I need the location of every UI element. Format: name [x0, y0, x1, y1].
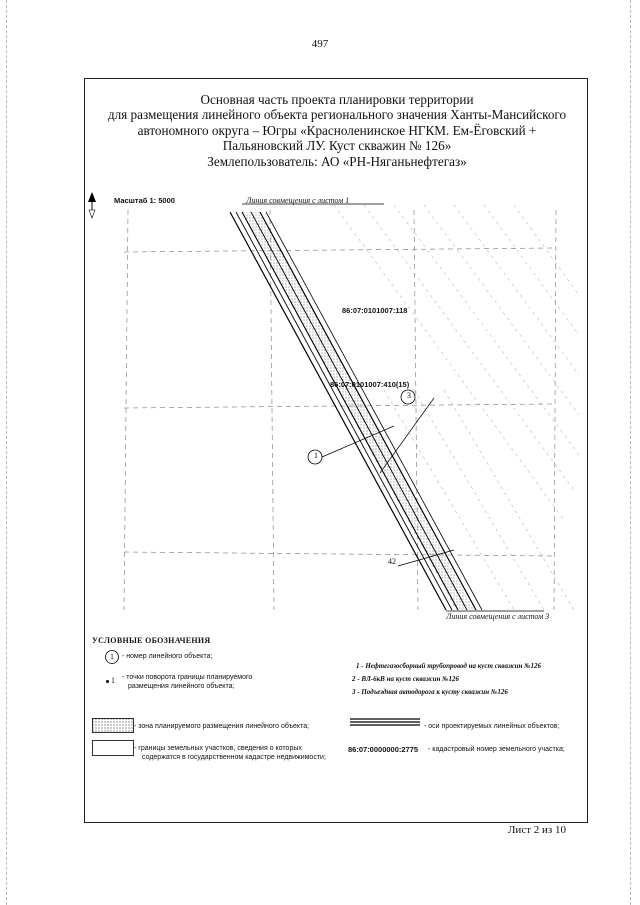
- legend-object-1: 1 - Нефтегазосборный трубопровод на куст скважин №126: [356, 662, 542, 670]
- parcel-grid: [124, 210, 556, 610]
- document-title: [90, 92, 584, 169]
- cadastral-number-410: 86:07:0101007:410(15): [330, 380, 410, 389]
- page-number: 497: [311, 38, 329, 50]
- north-arrow-icon: [88, 192, 96, 218]
- legend-marker-number: 1: [110, 652, 114, 661]
- legend-point-marker: [106, 676, 115, 685]
- join-label-top: Линия совмещения с листом 1: [246, 196, 350, 205]
- leader-3: [380, 398, 434, 473]
- marker-1-label: 1: [314, 451, 318, 460]
- legend-cadastral-example: 86:07:0000000:2775: [348, 745, 419, 754]
- scan-edge-left: [6, 0, 8, 905]
- point-label-42: 42: [388, 557, 396, 566]
- zone-swatch-icon: [92, 718, 134, 733]
- parcel-swatch-icon: [92, 740, 134, 756]
- join-label-bottom: Линия совмещения с листом 3: [446, 612, 550, 621]
- legend-zone-text: - зона планируемого размещения линейного объекта;: [134, 723, 310, 730]
- planning-map: [84, 190, 588, 630]
- legend-object-3: 3 - Подъездная автодорога к кусту скважин №126: [352, 688, 508, 696]
- legend-object-number-text: - номер линейного объекта;: [122, 653, 213, 660]
- title-line-2: для размещения линейного объекта регионального значения Ханты-Мансийского: [107, 107, 567, 123]
- title-line-4: Пальяновский ЛУ. Куст скважин № 126»: [222, 138, 452, 154]
- legend-axes-text: - оси проектируемых линейных объектов;: [424, 723, 560, 730]
- title-line-5: Землепользователь: АО «РН-Няганьнефтегаз»: [207, 153, 467, 169]
- marker-3-label: 3: [407, 391, 411, 400]
- legend-point-marker-number: 1: [111, 676, 115, 685]
- legend-parcels-text-1: - границы земельных участков, сведения о которых: [134, 745, 302, 752]
- scale-label: Масштаб 1: 5000: [114, 196, 175, 205]
- title-line-3: автономного округа – Югры «Красноленинское НГКМ. Ем-Ёговский +: [137, 122, 537, 138]
- sheet-label: Лист 2 из 10: [507, 824, 566, 836]
- legend-object-2: 2 - ВЛ-6кВ на куст скважин №126: [352, 675, 460, 683]
- scan-edge-right: [630, 0, 632, 905]
- legend-turn-points-text-2: размещения линейного объекта;: [128, 683, 235, 690]
- title-line-1: Основная часть проекта планировки территории: [200, 92, 474, 107]
- axes-swatch-icon: [350, 717, 420, 729]
- legend-heading: УСЛОВНЫЕ ОБОЗНАЧЕНИЯ: [92, 636, 211, 645]
- planning-zone: [242, 212, 474, 610]
- legend-cadastral-example-text: - кадастровый номер земельного участка;: [428, 746, 565, 753]
- legend-turn-points-text-1: - точки поворота границы планируемого: [122, 674, 253, 681]
- parcel-hatch: [334, 205, 579, 610]
- cadastral-number-118: 86:07:0101007:118: [342, 306, 408, 315]
- legend-parcels-text-2: содержатся в государственном кадастре недвижимости;: [142, 754, 326, 761]
